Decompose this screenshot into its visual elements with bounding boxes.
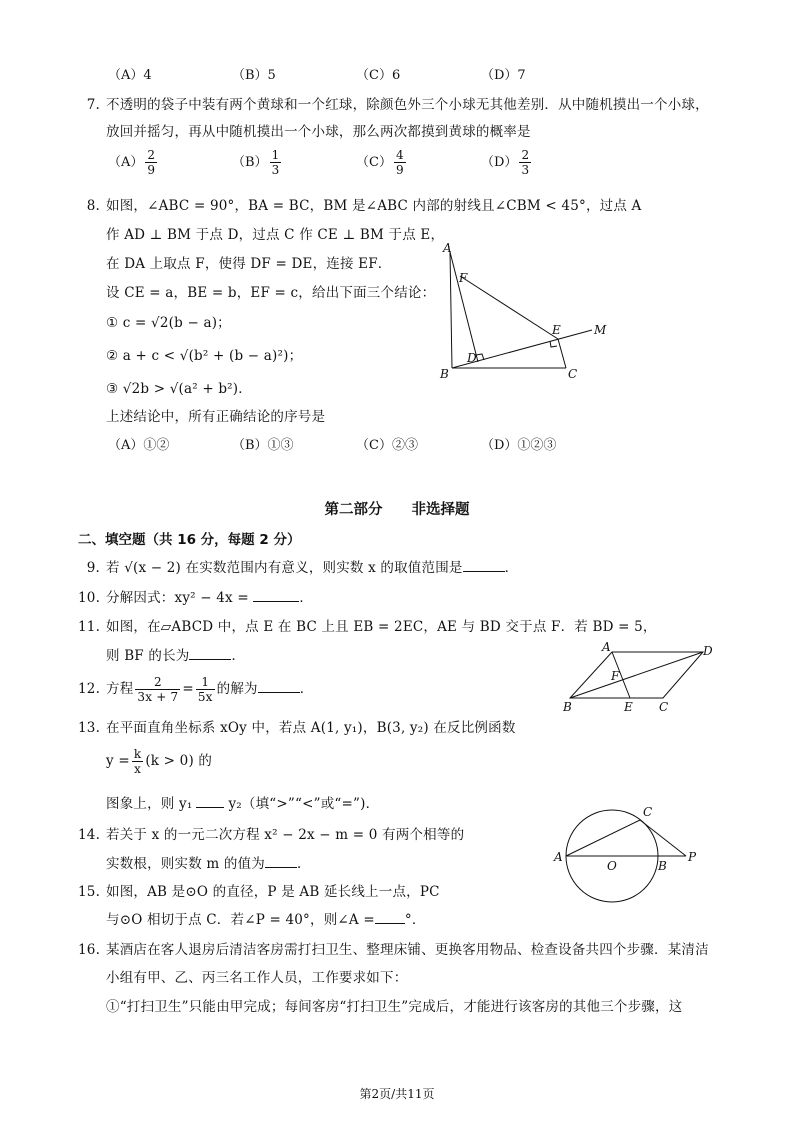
q11-label-e: E xyxy=(624,700,633,714)
q8-line-3: 在 DA 上取点 F，使得 DF = DE，连接 EF． xyxy=(106,256,392,272)
q12-line: 12. 方程 $\frac{2}{3x + 7}$ = $\frac{1}{5x}$ 的解为 ． xyxy=(78,675,314,704)
q15-figure xyxy=(548,800,708,910)
q13-line-1: 13. 在平面直角坐标系 xOy 中，若点 A(1, y₁)，B(3, y₂) 在反比例函数 xyxy=(78,720,516,736)
q7-option-d: （D） $\frac{2}{3}$ xyxy=(481,148,530,177)
q16-line-3: ①“打扫卫生”只能由甲完成；每间客房“打扫卫生”完成后，才能进行该客房的其他三个步骤，这 xyxy=(106,999,683,1015)
q7-line-2: 放回并摇匀，再从中随机摸出一个小球，那么两次都摸到黄球的概率是 xyxy=(106,124,531,140)
q15-label-a: A xyxy=(554,850,563,864)
q7-option-a: （A） $\frac{2}{9}$ xyxy=(108,148,156,177)
q8-segment-ad xyxy=(450,252,478,362)
q15-label-b: B xyxy=(658,859,667,873)
q9-line: 9. 若 √(x − 2) 在实数范围内有意义，则实数 x 的取值范围是 ． xyxy=(86,560,519,576)
q8-option-c: （C）②③ xyxy=(356,438,418,453)
q8-figure xyxy=(430,238,630,383)
q8-option-b: （B）①③ xyxy=(232,438,294,453)
q6-option-d: （D）7 xyxy=(481,68,526,83)
q8-option-d: （D）①②③ xyxy=(481,438,557,453)
q15-answer-blank xyxy=(375,911,405,924)
q10-line: 10. 分解因式：xy² − 4x = ． xyxy=(78,590,314,606)
q8-segment-fe xyxy=(460,276,558,339)
q12-answer-blank xyxy=(258,680,300,693)
q14-line-1: 14. 若关于 x 的一元二次方程 x² − 2x − m = 0 有两个相等的 xyxy=(78,827,465,843)
q14-answer-blank xyxy=(265,855,297,868)
q15-line-2: 与⊙O 相切于点 C．若∠P = 40°，则∠A = °． xyxy=(106,912,426,928)
q13-line-3: 图象上，则 y₁ y₂（填“>”“<”或“=”)． xyxy=(106,796,380,812)
q8-segment-ec xyxy=(558,339,566,368)
q11-answer-blank xyxy=(189,647,231,660)
page-footer: 第2页/共11页 xyxy=(359,1087,435,1101)
q8-line-1: 8. 如图，∠ABC = 90°，BA = BC，BM 是∠ABC 内部的射线且∠CBM < 45°，过点 A xyxy=(86,198,642,214)
section2-heading: 二、填空题（共 16 分，每题 2 分） xyxy=(78,532,301,548)
q15-tangent-pc xyxy=(640,820,686,856)
q15-label-p: P xyxy=(688,850,697,864)
q15-line-1: 15. 如图，AB 是⊙O 的直径，P 是 AB 延长线上一点，PC xyxy=(78,884,440,900)
q15-label-c: C xyxy=(643,805,653,819)
q8-label-d: D xyxy=(467,351,477,365)
q8-option-a: （A）①② xyxy=(108,438,170,453)
q8-line-2: 作 AD ⊥ BM 于点 D，过点 C 作 CE ⊥ BM 于点 E， xyxy=(106,227,445,243)
q11-figure xyxy=(555,638,725,718)
q8-line-4: 设 CE = a，BE = b，EF = c，给出下面三个结论： xyxy=(106,285,436,301)
q10-answer-blank xyxy=(253,589,299,602)
q9-answer-blank xyxy=(463,559,505,572)
q6-option-a: （A）4 xyxy=(108,68,152,83)
q8-label-a: A xyxy=(443,241,452,255)
q8-conclusion-2: ② a + c < √(b² + (b − a)²)； xyxy=(106,348,303,364)
q8-label-b: B xyxy=(440,367,449,381)
q8-label-e: E xyxy=(552,323,561,337)
q8-label-c: C xyxy=(568,367,578,381)
q13-answer-blank xyxy=(196,795,224,808)
q8-label-m: M xyxy=(594,323,607,337)
q11-line-2: 则 BF 的长为 ． xyxy=(106,648,246,664)
q13-function: y = $\frac{k}{x}$ (k > 0) 的 xyxy=(106,747,213,776)
q8-conclusion-3: ③ √2b > √(a² + b²)． xyxy=(106,381,252,397)
q11-label-f: F xyxy=(611,669,620,683)
q8-label-f: F xyxy=(459,271,468,285)
q7-line-1: 7. 不透明的袋子中装有两个黄球和一个红球，除颜色外三个小球无其他差别．从中随机摸出一个小球， xyxy=(86,97,709,113)
q11-label-b: B xyxy=(563,700,572,714)
q8-segment-ab xyxy=(450,252,452,368)
q14-line-2: 实数根，则实数 m 的值为 ． xyxy=(106,856,311,872)
q8-right-angle-e xyxy=(550,341,557,347)
q15-label-o: O xyxy=(607,859,617,873)
q8-conclusion-1: ① c = √2(b − a)； xyxy=(106,315,231,331)
q16-line-1: 16. 某酒店在客人退房后清洁客房需打扫卫生、整理床铺、更换客用物品、检查设备共四个步骤．某清洁 xyxy=(78,942,709,958)
q7-option-c: （C） $\frac{4}{9}$ xyxy=(356,148,404,177)
q7-option-b: （B） $\frac{1}{3}$ xyxy=(232,148,280,177)
part2-title: 第二部分 非选择题 xyxy=(324,502,470,518)
q6-option-b: （B）5 xyxy=(232,68,276,83)
q8-line-5: 上述结论中，所有正确结论的序号是 xyxy=(106,409,326,425)
q16-line-2: 小组有甲、乙、丙三名工作人员，工作要求如下： xyxy=(106,970,408,986)
q11-line-1: 11. 如图，在▱ABCD 中，点 E 在 BC 上且 EB = 2EC，AE 与 BD 交于点 F．若 BD = 5， xyxy=(78,619,657,635)
q11-label-a: A xyxy=(602,640,611,654)
q11-label-d: D xyxy=(703,644,713,658)
q11-label-c: C xyxy=(659,700,669,714)
q6-option-c: （C）6 xyxy=(356,68,401,83)
